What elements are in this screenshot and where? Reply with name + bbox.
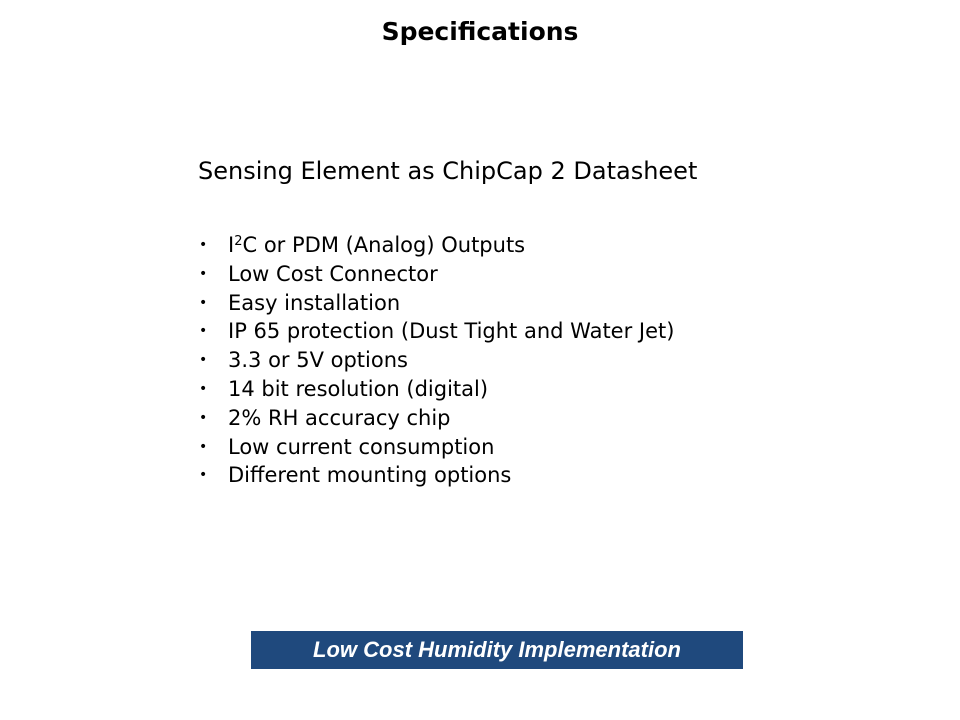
list-item (198, 346, 674, 375)
list-item (198, 375, 674, 404)
list-item-label: 14 bit resolution (digital) (228, 376, 489, 401)
specification-list (198, 231, 674, 490)
list-item-label: 3.3 or 5V options (228, 348, 408, 373)
page-title: Specifications (381, 17, 579, 46)
section-subtitle: Sensing Element as ChipCap 2 Datasheet (198, 157, 698, 185)
bullet-icon: • (199, 323, 208, 340)
list-item (198, 289, 674, 318)
list-item-label: IP 65 protection (Dust Tight and Water Jet) (228, 319, 675, 344)
bullet-icon: • (199, 438, 208, 455)
list-item-label: Easy installation (228, 290, 401, 315)
list-item (198, 433, 674, 462)
list-item-prefix: I (228, 233, 235, 257)
list-item (198, 404, 674, 433)
footer-banner-label: Low Cost Humidity Implementation (313, 637, 681, 662)
list-item (198, 231, 674, 260)
list-item-label: Low current consumption (228, 434, 495, 459)
list-item (198, 260, 674, 289)
bullet-icon: • (199, 380, 208, 397)
list-item-label: Different mounting options (228, 463, 512, 488)
list-item-label: C or PDM (Analog) Outputs (242, 233, 526, 257)
bullet-icon: • (199, 294, 208, 311)
bullet-icon: • (199, 467, 208, 484)
list-item-label: 2% RH accuracy chip (228, 405, 451, 430)
list-item (198, 461, 674, 490)
list-item-label: Low Cost Connector (228, 261, 438, 286)
bullet-icon: • (199, 237, 208, 253)
footer-banner (251, 631, 743, 669)
list-item-superscript: 2 (234, 234, 243, 249)
bullet-icon: • (199, 409, 208, 426)
bullet-icon: • (199, 352, 208, 369)
list-item (198, 317, 674, 346)
bullet-icon: • (199, 265, 208, 282)
